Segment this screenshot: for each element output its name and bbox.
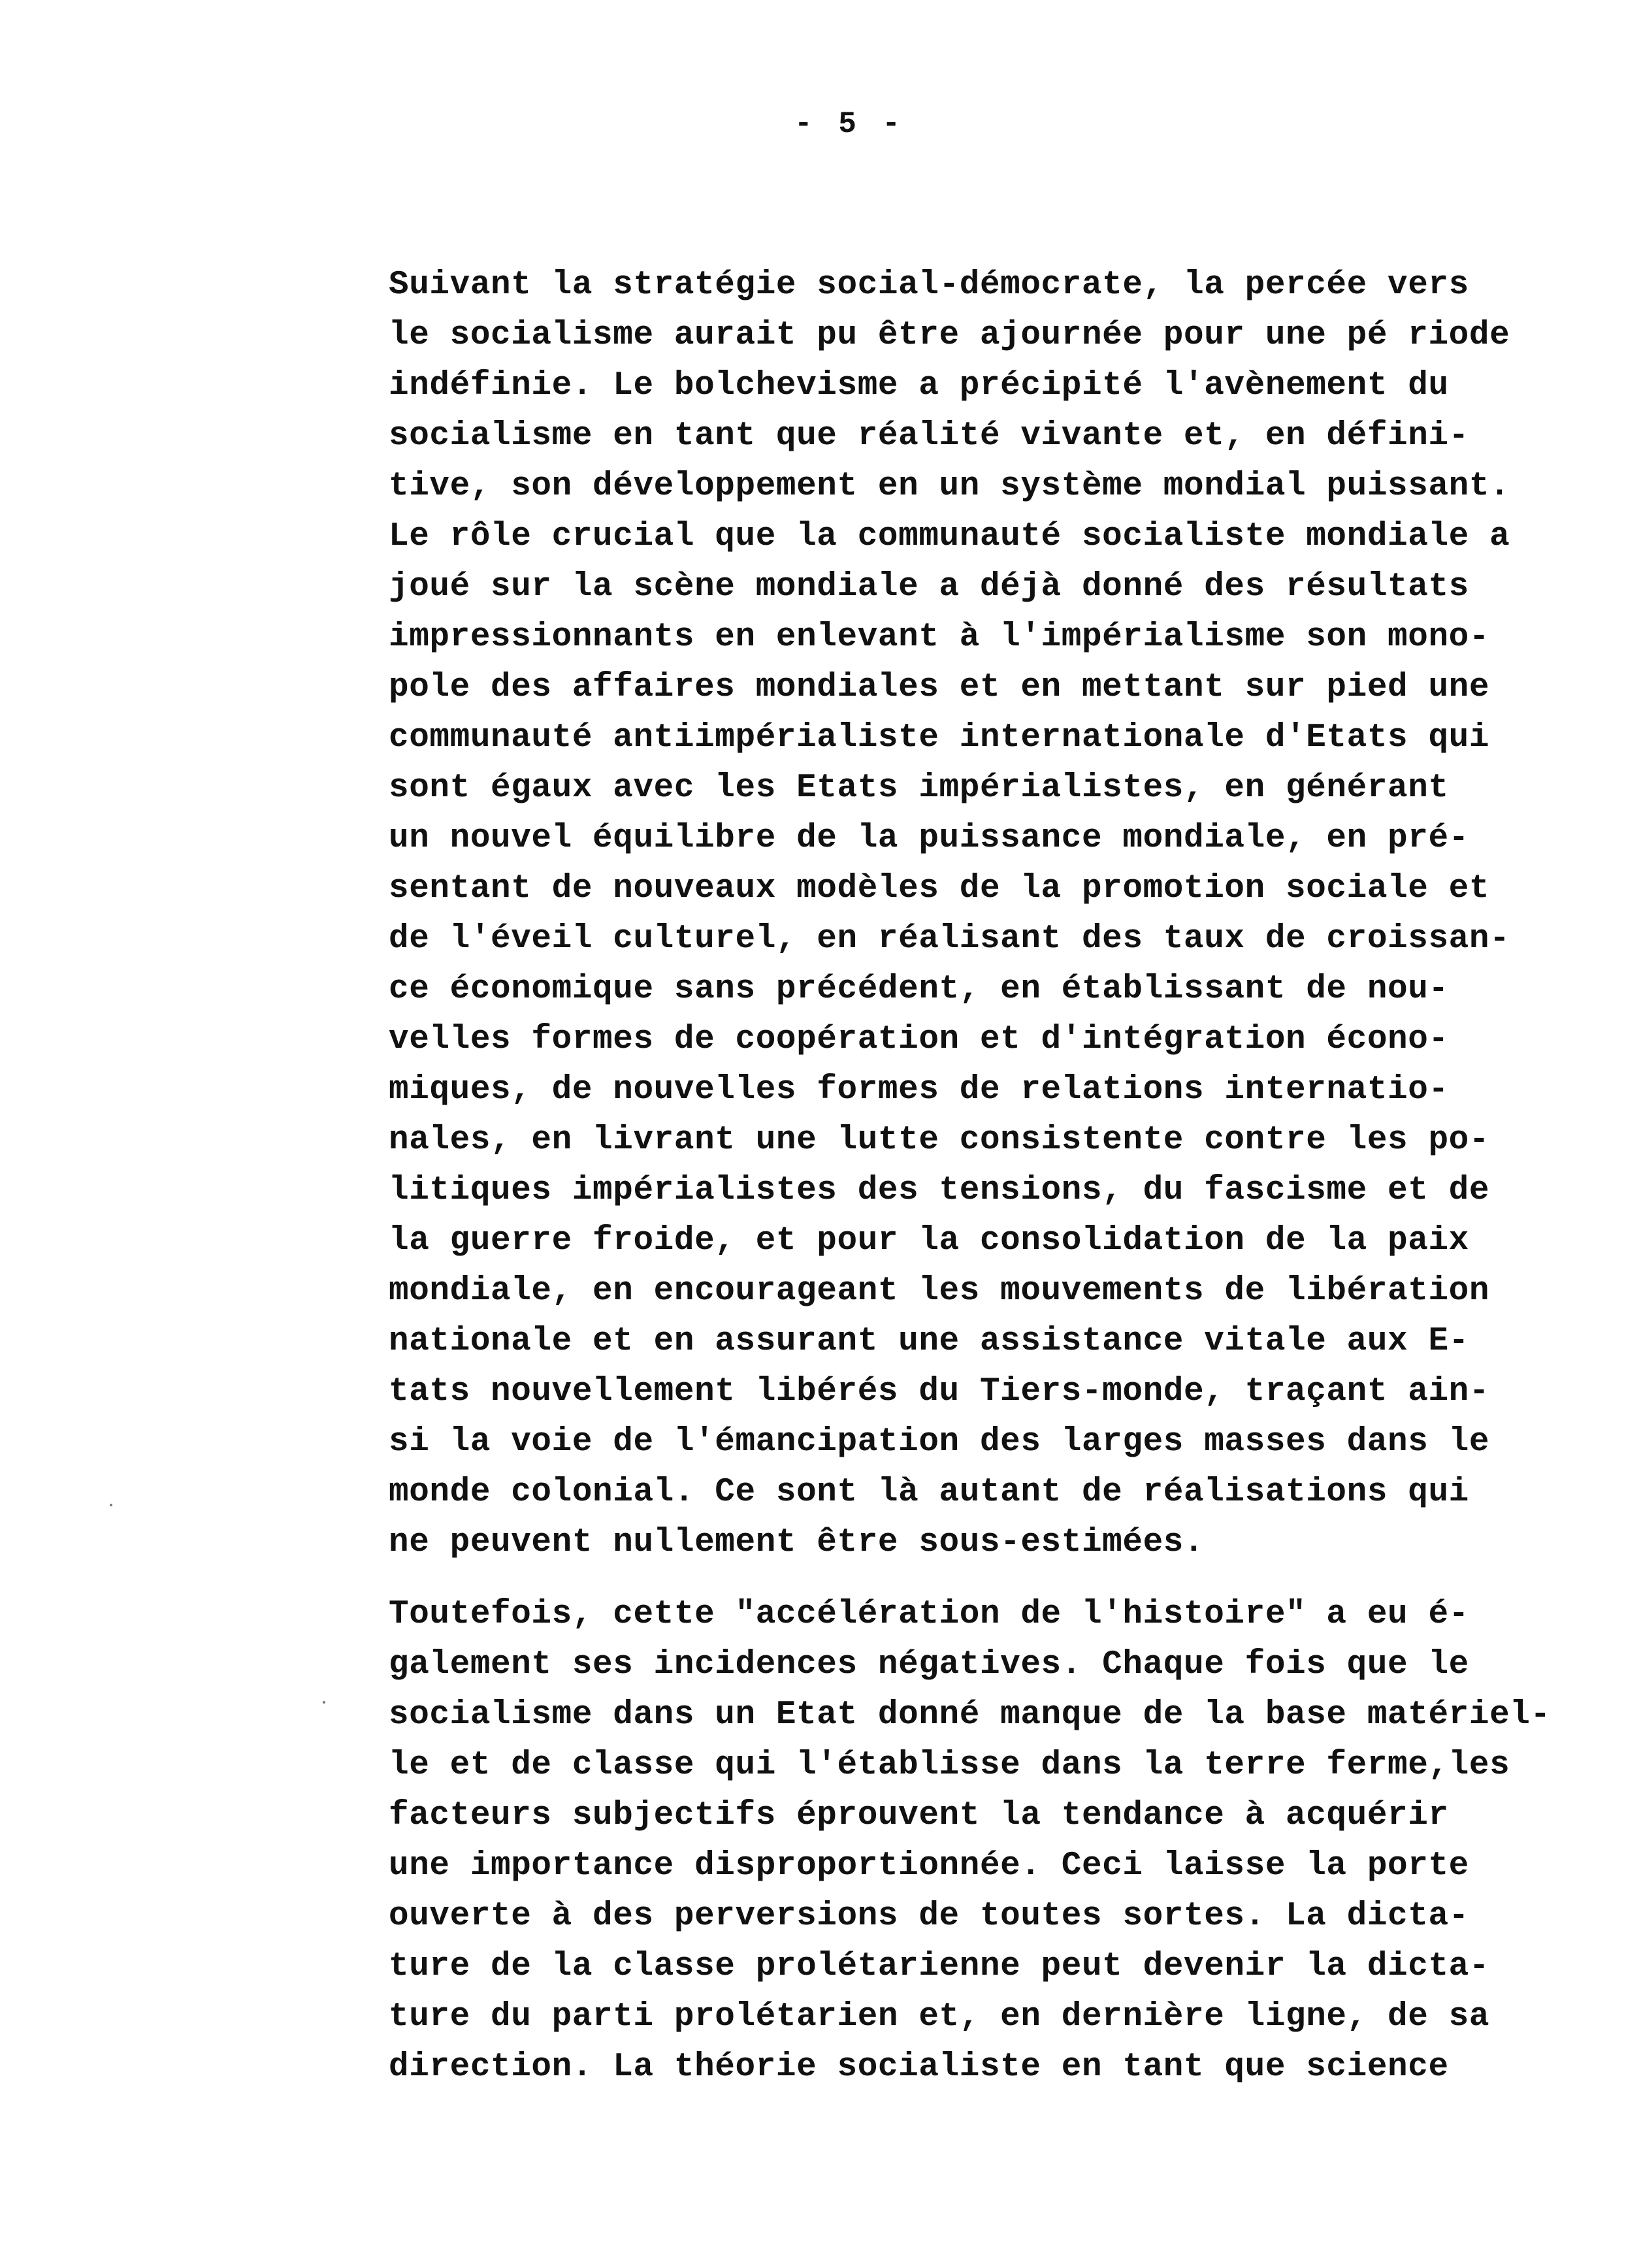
scan-speck	[110, 1504, 112, 1506]
text-line: le socialisme aurait pu être ajournée pour une pé riode	[389, 317, 1510, 354]
text-line: nationale et en assurant une assistance vitale aux E-	[389, 1323, 1469, 1360]
scan-speck	[323, 1701, 325, 1704]
text-line: ture de la classe prolétarienne peut devenir la dicta-	[389, 1948, 1490, 1985]
text-line: Le rôle crucial que la communauté socialiste mondiale a	[389, 518, 1510, 555]
text-line: ne peuvent nullement être sous-estimées.	[389, 1524, 1205, 1561]
text-line: joué sur la scène mondiale a déjà donné des résultats	[389, 568, 1469, 606]
text-line: direction. La théorie socialiste en tant que science	[389, 2049, 1449, 2086]
text-line: monde colonial. Ce sont là autant de réalisations qui	[389, 1474, 1469, 1511]
text-line: une importance disproportionnée. Ceci laisse la porte	[389, 1847, 1469, 1885]
text-line: pole des affaires mondiales et en mettant sur pied une	[389, 669, 1490, 706]
text-line: mondiale, en encourageant les mouvements de libération	[389, 1272, 1490, 1310]
text-line: sont égaux avec les Etats impérialistes, en générant	[389, 770, 1449, 807]
text-line: ce économique sans précédent, en établissant de nou-	[389, 971, 1449, 1008]
text-line: litiques impérialistes des tensions, du fascisme et de	[389, 1172, 1490, 1209]
text-line: facteurs subjectifs éprouvent la tendance à acquérir	[389, 1797, 1449, 1834]
paragraph-2	[389, 1589, 1617, 2092]
text-line: de l'éveil culturel, en réalisant des taux de croissan-	[389, 920, 1510, 958]
text-line: impressionnants en enlevant à l'impérialisme son mono-	[389, 619, 1490, 656]
text-line: socialisme en tant que réalité vivante et, en défini-	[389, 417, 1469, 455]
text-line: si la voie de l'émancipation des larges masses dans le	[389, 1423, 1490, 1461]
text-line: miques, de nouvelles formes de relations internatio-	[389, 1071, 1449, 1109]
text-line: la guerre froide, et pour la consolidation de la paix	[389, 1222, 1469, 1259]
text-line: galement ses incidences négatives. Chaque fois que le	[389, 1646, 1469, 1683]
text-line: tive, son développement en un système mondial puissant.	[389, 468, 1510, 505]
text-line: le et de classe qui l'établisse dans la terre ferme,les	[389, 1747, 1510, 1784]
text-line: Suivant la stratégie social-démocrate, la percée vers	[389, 267, 1469, 304]
text-line: un nouvel équilibre de la puissance mondiale, en pré-	[389, 820, 1469, 857]
text-line: ouverte à des perversions de toutes sortes. La dicta-	[389, 1898, 1469, 1935]
text-line: indéfinie. Le bolchevisme a précipité l'avènement du	[389, 367, 1449, 404]
text-line: communauté antiimpérialiste internationale d'Etats qui	[389, 719, 1490, 756]
paragraph-1	[389, 260, 1617, 1568]
text-line: nales, en livrant une lutte consistente contre les po-	[389, 1122, 1490, 1159]
text-line: socialisme dans un Etat donné manque de la base matériel-	[389, 1696, 1551, 1734]
text-line: velles formes de coopération et d'intégration écono-	[389, 1021, 1449, 1058]
text-line: Toutefois, cette "accélération de l'histoire" a eu é-	[389, 1596, 1469, 1633]
text-line: tats nouvellement libérés du Tiers-monde, traçant ain-	[389, 1373, 1490, 1410]
text-line: ture du parti prolétarien et, en dernière ligne, de sa	[389, 1998, 1490, 2035]
page-number: - 5 -	[794, 107, 905, 141]
text-line: sentant de nouveaux modèles de la promotion sociale et	[389, 870, 1490, 907]
